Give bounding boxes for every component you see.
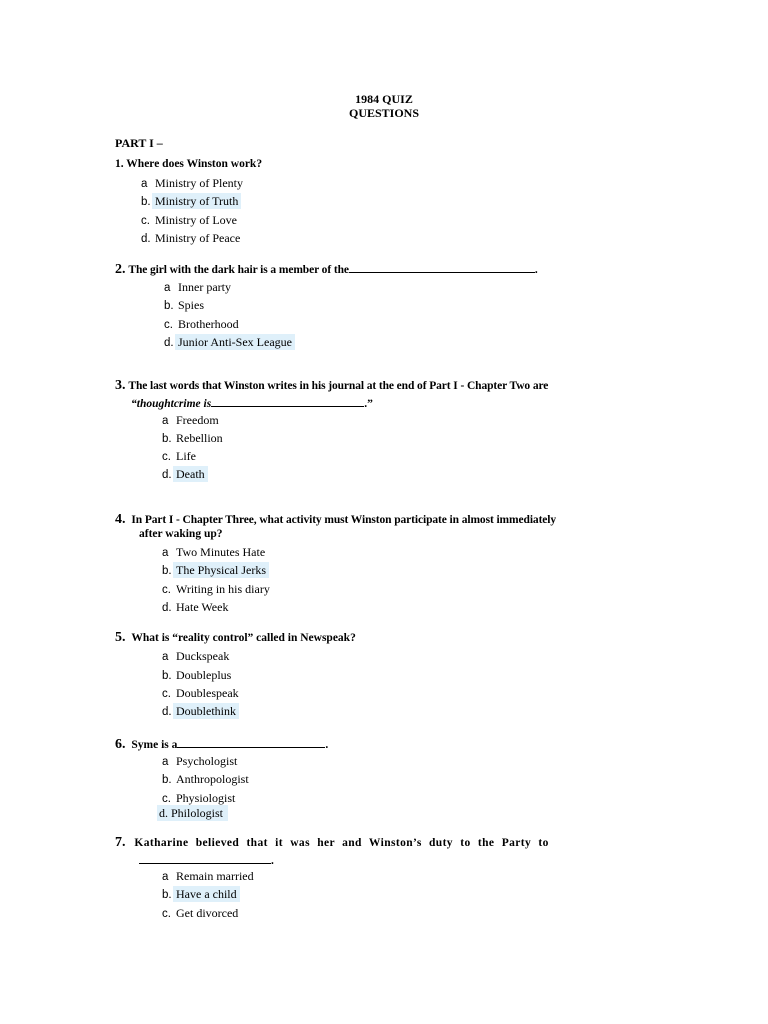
option-7c[interactable]: [162, 906, 238, 921]
option-text: Ministry of Peace: [155, 231, 241, 245]
question-number: 2.: [115, 262, 126, 277]
question-3: [115, 378, 548, 394]
quiz-subtitle: QUESTIONS: [348, 106, 420, 120]
question-7: [115, 835, 549, 851]
option-letter: d.: [164, 337, 174, 349]
question-text: Katharine believed that it was her and Winston’s duty to the Party to: [134, 837, 549, 849]
question-text: What is “reality control” called in Newspeak?: [131, 632, 356, 644]
question-2: [115, 261, 538, 278]
option-text: Spies: [178, 298, 205, 312]
option-1b[interactable]: [141, 194, 241, 209]
option-5b[interactable]: [162, 668, 231, 683]
option-2b[interactable]: [164, 298, 204, 313]
question-4: [115, 512, 556, 528]
question-text: Syme is a: [131, 739, 178, 751]
question-4-line2: after waking up?: [139, 528, 223, 540]
option-5a[interactable]: [162, 649, 229, 664]
question-punctuation: .: [325, 739, 329, 751]
option-text: Doubleplus: [176, 668, 232, 682]
option-letter: a: [162, 547, 169, 559]
question-6: [115, 736, 328, 753]
option-text: Psychologist: [176, 754, 238, 768]
option-letter: b.: [162, 889, 172, 901]
option-3a[interactable]: [162, 413, 219, 428]
option-6a[interactable]: [162, 754, 237, 769]
option-text: Inner party: [178, 280, 231, 294]
option-letter: c.: [162, 688, 171, 700]
answer-blank: [177, 736, 325, 748]
option-text: Hate Week: [176, 600, 229, 614]
option-4c[interactable]: [162, 582, 270, 597]
option-letter: c.: [162, 793, 171, 805]
option-text: Freedom: [176, 413, 219, 427]
option-text: Rebellion: [176, 431, 223, 445]
option-letter: d.: [162, 602, 172, 614]
option-text: Anthropologist: [176, 772, 249, 786]
question-punctuation: .: [271, 855, 274, 867]
option-1d[interactable]: [141, 231, 240, 246]
option-text: Physiologist: [176, 791, 236, 805]
option-3d[interactable]: [162, 467, 208, 482]
option-4b[interactable]: [162, 563, 269, 578]
option-1c[interactable]: [141, 213, 237, 228]
option-letter: a: [162, 871, 169, 883]
option-text: Ministry of Love: [155, 213, 237, 227]
question-5: [115, 630, 356, 646]
option-letter: a: [162, 415, 169, 427]
option-letter: b.: [141, 196, 151, 208]
option-6c[interactable]: [162, 791, 235, 806]
option-letter: b.: [162, 433, 172, 445]
question-3-line2: [131, 395, 373, 410]
option-letter: b.: [162, 774, 172, 786]
option-text: Ministry of Plenty: [155, 176, 244, 190]
option-text-highlighted: Doublethink: [173, 703, 239, 719]
question-text: The girl with the dark hair is a member of the: [128, 264, 349, 276]
option-letter: d.: [162, 706, 172, 718]
question-text: The last words that Winston writes in his journal at the end of Part I - Chapter Two are: [128, 380, 549, 392]
option-5d[interactable]: [162, 704, 239, 719]
question-punctuation: .: [534, 264, 538, 276]
question-quote-close: .”: [364, 398, 373, 410]
option-4d[interactable]: [162, 600, 228, 615]
option-text: Two Minutes Hate: [176, 545, 266, 559]
option-5c[interactable]: [162, 686, 239, 701]
question-number: 4.: [115, 512, 126, 527]
option-text-highlighted: Death: [173, 466, 208, 482]
option-3c[interactable]: [162, 449, 196, 464]
question-quote-open: “thoughtcrime is: [131, 398, 212, 410]
option-letter: c.: [162, 908, 171, 920]
option-letter: a: [162, 651, 169, 663]
option-text: Brotherhood: [178, 317, 239, 331]
option-7a[interactable]: [162, 869, 254, 884]
question-number: 5.: [115, 630, 126, 645]
option-6b[interactable]: [162, 772, 249, 787]
option-3b[interactable]: [162, 431, 223, 446]
option-2a[interactable]: [164, 280, 231, 295]
option-text: Writing in his diary: [176, 582, 270, 596]
option-2d[interactable]: [164, 335, 295, 350]
option-text: Life: [176, 449, 196, 463]
question-text: Where does Winston work?: [126, 158, 263, 170]
question-number: 6.: [115, 737, 126, 752]
option-4a[interactable]: [162, 545, 265, 560]
option-text: Get divorced: [176, 906, 239, 920]
option-text: Remain married: [176, 869, 254, 883]
question-text: In Part I - Chapter Three, what activity must Winston participate in almost immediately: [131, 514, 557, 526]
option-letter: a: [141, 178, 148, 190]
option-letter: b.: [162, 565, 172, 577]
option-letter: a: [164, 282, 171, 294]
option-letter: c.: [141, 215, 150, 227]
option-text-highlighted: Have a child: [173, 886, 240, 902]
option-6d[interactable]: [160, 806, 228, 821]
question-number: 3.: [115, 378, 126, 393]
answer-blank: [211, 395, 364, 407]
option-letter: d.: [141, 233, 151, 245]
option-text: Doublespeak: [176, 686, 239, 700]
option-letter: c.: [162, 451, 171, 463]
quiz-title: 1984 QUIZ: [355, 92, 413, 106]
option-7b[interactable]: [162, 887, 240, 902]
option-letter: c.: [162, 584, 171, 596]
option-1a[interactable]: [141, 176, 243, 191]
question-7-line2: [139, 852, 274, 867]
option-text-highlighted: d. Philologist: [157, 805, 228, 821]
option-letter: a: [162, 756, 169, 768]
option-letter: c.: [164, 319, 173, 331]
answer-blank: [139, 852, 271, 864]
option-text-highlighted: Ministry of Truth: [152, 193, 241, 209]
option-letter: b.: [164, 300, 174, 312]
question-1: [115, 158, 262, 170]
question-number: 7.: [115, 835, 126, 850]
option-text-highlighted: The Physical Jerks: [173, 562, 269, 578]
option-text: Duckspeak: [176, 649, 230, 663]
option-2c[interactable]: [164, 317, 239, 332]
answer-blank: [349, 261, 535, 273]
option-text-highlighted: Junior Anti-Sex League: [175, 334, 295, 350]
question-number: 1.: [115, 158, 124, 170]
part-heading: PART I –: [115, 136, 163, 150]
option-letter: b.: [162, 670, 172, 682]
option-letter: d.: [162, 469, 172, 481]
